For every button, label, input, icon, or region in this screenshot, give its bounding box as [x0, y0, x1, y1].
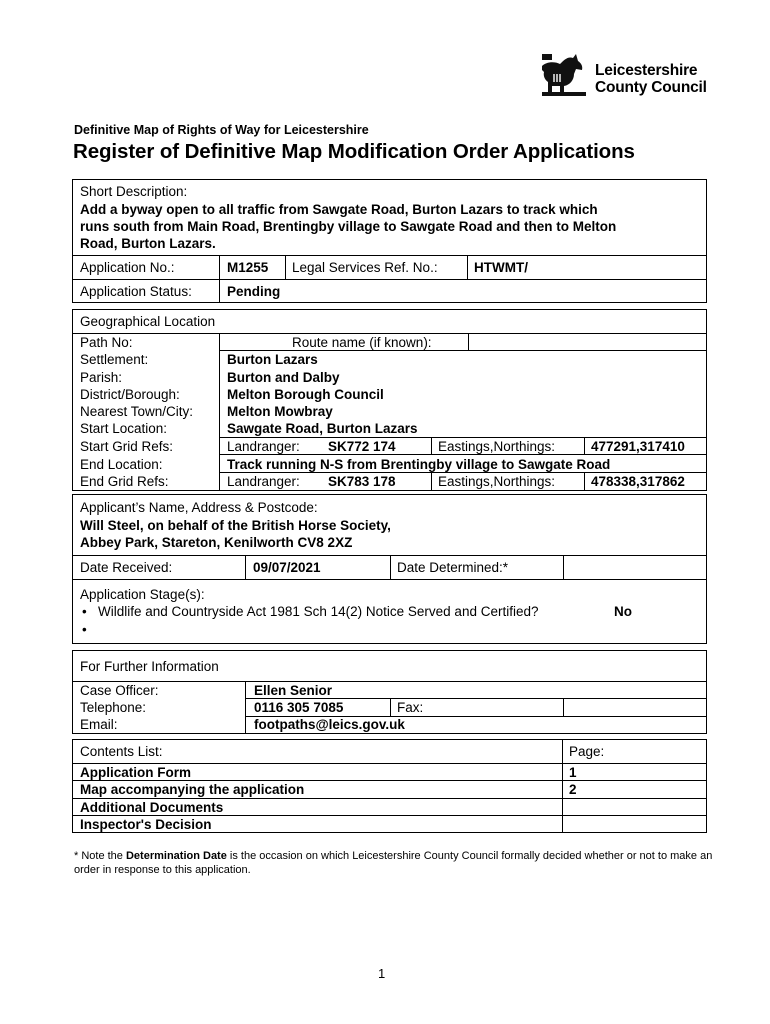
- short-description-label: Short Description:: [80, 184, 188, 199]
- application-no-value: M1255: [227, 260, 269, 275]
- end-landranger-label: Landranger:: [227, 474, 300, 489]
- telephone-label: Telephone:: [80, 700, 147, 715]
- date-received-label: Date Received:: [80, 560, 173, 575]
- stage-bullet-icon: •: [82, 622, 87, 637]
- start-location-label: Start Location:: [80, 421, 168, 436]
- document-title: Register of Definitive Map Modification Order Applications: [73, 140, 635, 163]
- page-column-label: Page:: [569, 744, 605, 759]
- start-grid-value: SK772 174: [328, 439, 396, 454]
- nearest-town-label: Nearest Town/City:: [80, 404, 194, 419]
- contents-item: Map accompanying the application: [80, 782, 305, 797]
- application-status-value: Pending: [227, 284, 281, 299]
- start-eastings-value: 477291,317410: [591, 439, 685, 454]
- end-location-value: Track running N-S from Brentingby village to Sawgate Road: [227, 457, 611, 472]
- parish-label: Parish:: [80, 370, 123, 385]
- case-officer-value: Ellen Senior: [254, 683, 333, 698]
- council-name-line2: County Council: [595, 78, 707, 96]
- end-grid-label: End Grid Refs:: [80, 474, 169, 489]
- page-number: 1: [378, 966, 386, 981]
- contents-page: 2: [569, 782, 577, 797]
- path-no-label: Path No:: [80, 335, 133, 350]
- parish-value: Burton and Dalby: [227, 370, 340, 385]
- email-label: Email:: [80, 717, 118, 732]
- end-eastings-label: Eastings,Northings:: [438, 474, 556, 489]
- start-landranger-label: Landranger:: [227, 439, 300, 454]
- short-description-line: Add a byway open to all traffic from Sawgate Road, Burton Lazars to track which: [80, 202, 598, 217]
- application-status-label: Application Status:: [80, 284, 192, 299]
- application-no-label: Application No.:: [80, 260, 175, 275]
- further-info-heading: For Further Information: [80, 659, 219, 674]
- start-grid-label: Start Grid Refs:: [80, 439, 174, 454]
- case-officer-label: Case Officer:: [80, 683, 159, 698]
- district-label: District/Borough:: [80, 387, 180, 402]
- applicant-label: Applicant’s Name, Address & Postcode:: [80, 500, 318, 515]
- stage-bullet-icon: •: [82, 604, 87, 619]
- start-location-value: Sawgate Road, Burton Lazars: [227, 421, 418, 436]
- determination-date-note: [74, 849, 714, 877]
- end-location-label: End Location:: [80, 457, 163, 472]
- geographical-location-section: [72, 309, 707, 491]
- nearest-town-value: Melton Mowbray: [227, 404, 333, 419]
- start-eastings-label: Eastings,Northings:: [438, 439, 556, 454]
- geo-heading: Geographical Location: [80, 314, 216, 329]
- contents-item: Application Form: [80, 765, 191, 780]
- further-information-section: [72, 650, 707, 734]
- council-name: [595, 63, 707, 96]
- applicant-section: [72, 494, 707, 644]
- end-grid-value: SK783 178: [328, 474, 396, 489]
- settlement-label: Settlement:: [80, 352, 149, 367]
- end-eastings-value: 478338,317862: [591, 474, 685, 489]
- note-prefix: * Note the: [74, 850, 126, 862]
- contents-item: Inspector's Decision: [80, 817, 212, 832]
- short-description-line: runs south from Main Road, Brentingby village to Sawgate Road and then to Melton: [80, 219, 617, 234]
- document-subtitle: Definitive Map of Rights of Way for Leicestershire: [74, 123, 369, 137]
- contents-page: 1: [569, 765, 577, 780]
- telephone-value: 0116 305 7085: [254, 700, 344, 715]
- contents-list-section: [72, 739, 707, 833]
- note-bold-term: Determination Date: [125, 850, 227, 862]
- fax-label: Fax:: [397, 700, 424, 715]
- fox-emblem-icon: [540, 52, 590, 98]
- route-name-label: Route name (if known):: [292, 335, 432, 350]
- date-determined-label: Date Determined:*: [397, 560, 509, 575]
- short-description-line: Road, Burton Lazars.: [80, 236, 216, 251]
- contents-label: Contents List:: [80, 744, 163, 759]
- legal-ref-label: Legal Services Ref. No.:: [292, 260, 438, 275]
- note-text: is the occasion on which Leicestershire County Council formally decided whether or not to make an order in response to this application.: [74, 850, 713, 876]
- legal-ref-value: HTWMT/: [474, 260, 528, 275]
- stage-item-answer: No: [614, 604, 632, 619]
- contents-item: Additional Documents: [80, 800, 224, 815]
- date-received-value: 09/07/2021: [253, 560, 321, 575]
- district-value: Melton Borough Council: [227, 387, 384, 402]
- council-name-line1: Leicestershire: [595, 62, 698, 79]
- applicant-line: Will Steel, on behalf of the British Horse Society,: [80, 518, 391, 533]
- stage-item-text: Wildlife and Countryside Act 1981 Sch 14(2) Notice Served and Certified?: [98, 604, 539, 619]
- settlement-value: Burton Lazars: [227, 352, 318, 367]
- description-section: [72, 179, 707, 303]
- application-stages-label: Application Stage(s):: [80, 587, 205, 602]
- email-value[interactable]: footpaths@leics.gov.uk: [254, 717, 405, 732]
- applicant-line: Abbey Park, Stareton, Kenilworth CV8 2XZ: [80, 535, 353, 550]
- council-logo: [540, 52, 715, 102]
